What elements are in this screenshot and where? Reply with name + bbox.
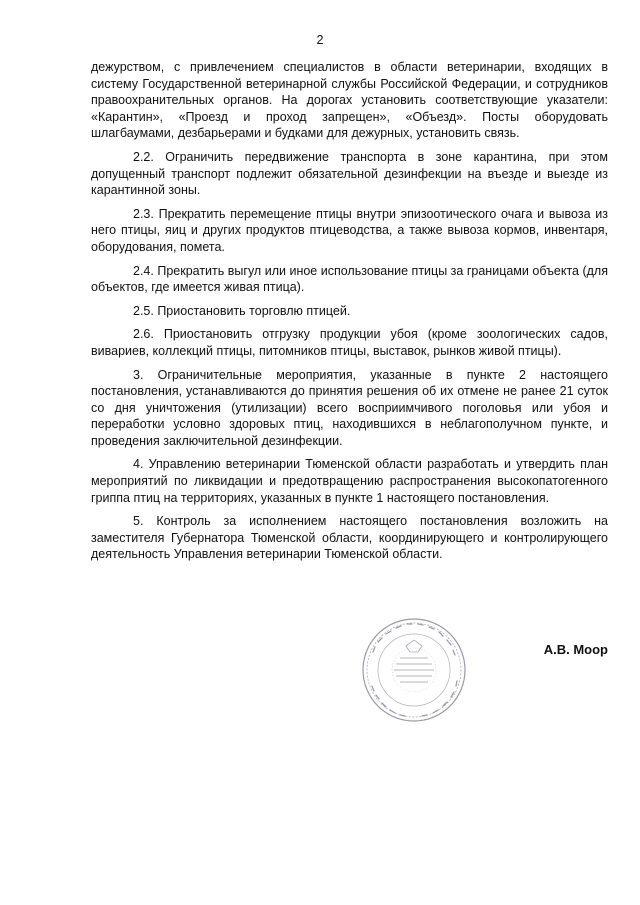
document-body xyxy=(91,59,608,570)
paragraph-2-5: 2.5. Приостановить торговлю птицей. xyxy=(133,303,351,318)
paragraph-continuation: дежурством, с привлечением специалистов в области ветеринарии, входящих в систему Государственной ветеринарной службы Российской Федерации, и сотрудников правоохранительных органов. На дорогах установить соответствующие указатели: «Карантин», «Проезд и проход запрещен», «Объезд». Посты оборудовать шлагбаумами, дезбарьерами и будками для дежурных, установить связь. xyxy=(91,60,608,141)
paragraph-2-6: 2.6. Приостановить отгрузку продукции убоя (кроме зоологических садов, вивариев, коллекций птицы, питомников птицы, выставок, рынков живой птицы). xyxy=(91,327,608,358)
paragraph-4: 4. Управлению ветеринарии Тюменской области разработать и утвердить план мероприятий по ликвидации и предотвращению распространения высокопатогенного гриппа птиц на территориях, указанных в пункте 1 настоящего постановления. xyxy=(91,457,608,505)
paragraph-2-2: 2.2. Ограничить передвижение транспорта в зоне карантина, при этом допущенный транспорт подлежит обязательной дезинфекции на въезде и выезде из карантинной зоны. xyxy=(91,149,608,198)
official-seal-stamp xyxy=(360,616,468,724)
paragraph-2-4: 2.4. Прекратить выгул или иное использование птицы за границами объекта (для объектов, где имеется живая птица). xyxy=(91,263,608,295)
paragraph-2-3: 2.3. Прекратить перемещение птицы внутри эпизоотического очага и вывоза из него птицы, яиц и других продуктов птицеводства, а также вывоза кормов, инвентаря, оборудования, помета. xyxy=(91,206,608,254)
page-number: 2 xyxy=(316,33,324,47)
signatory-name: А.В. Моор xyxy=(543,642,608,657)
paragraph-3: 3. Ограничительные мероприятия, указанные в пункте 2 настоящего постановления, устанавливаются до принятия решения об их отмене не ранее 21 суток со дня уничтожения (утилизации) всего восприимчивого поголовья или убоя и переработки условно здоровых птиц, находившихся в неблагополучном пункте, и проведения заключительной дезинфекции. xyxy=(91,367,608,448)
paragraph-5: 5. Контроль за исполнением настоящего постановления возложить на заместителя Губернатора Тюменской области, координирующего и контролирующего деятельность Управления ветеринарии Тюменской области. xyxy=(91,514,608,562)
